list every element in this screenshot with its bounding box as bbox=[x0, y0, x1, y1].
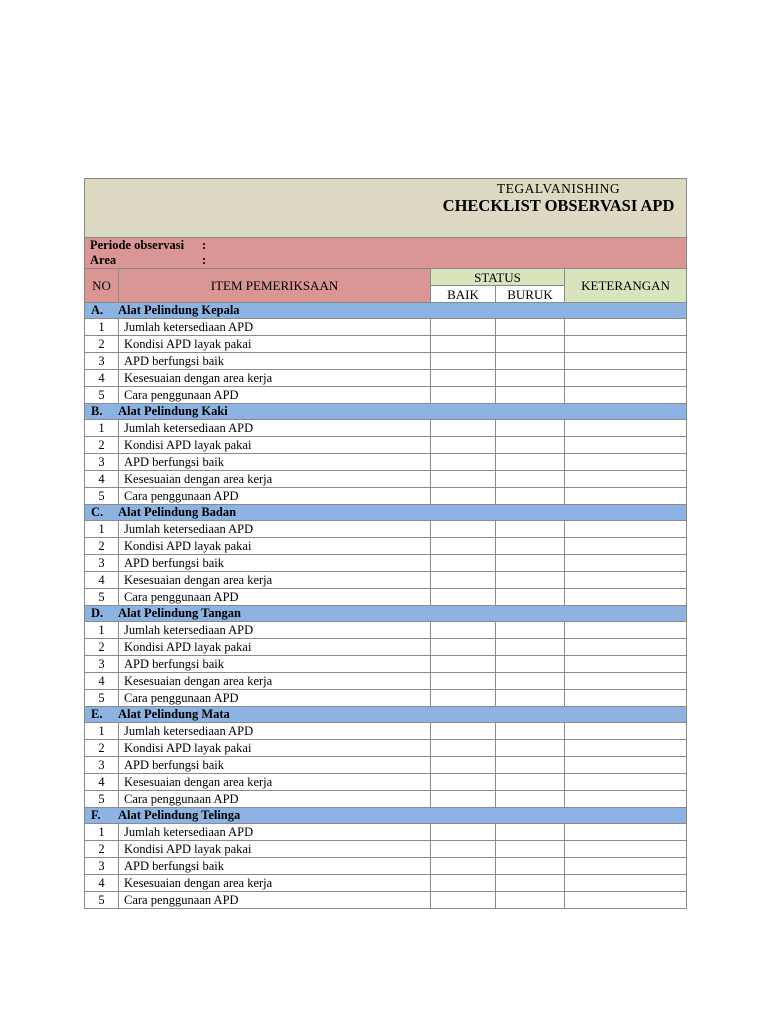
status-buruk-cell[interactable] bbox=[496, 555, 565, 572]
status-buruk-cell[interactable] bbox=[496, 656, 565, 673]
item-number: 4 bbox=[85, 471, 119, 488]
item-description: APD berfungsi baik bbox=[119, 757, 431, 774]
item-description: Kesesuaian dengan area kerja bbox=[119, 572, 431, 589]
item-description: Kondisi APD layak pakai bbox=[119, 538, 431, 555]
status-buruk-cell[interactable] bbox=[496, 757, 565, 774]
item-number: 5 bbox=[85, 387, 119, 404]
periode-colon: : bbox=[202, 238, 207, 252]
table-row bbox=[85, 791, 687, 808]
item-number: 2 bbox=[85, 336, 119, 353]
section-heading bbox=[85, 404, 687, 420]
item-number: 4 bbox=[85, 673, 119, 690]
keterangan-cell[interactable] bbox=[565, 572, 687, 589]
status-buruk-cell[interactable] bbox=[496, 488, 565, 505]
status-baik-cell[interactable] bbox=[431, 622, 496, 639]
status-baik-cell[interactable] bbox=[431, 572, 496, 589]
status-baik-cell[interactable] bbox=[431, 639, 496, 656]
item-description: Cara penggunaan APD bbox=[119, 488, 431, 505]
section-heading bbox=[85, 808, 687, 824]
section-heading bbox=[85, 606, 687, 622]
item-number: 4 bbox=[85, 370, 119, 387]
keterangan-cell[interactable] bbox=[565, 774, 687, 791]
status-buruk-cell[interactable] bbox=[496, 875, 565, 892]
col-item-header: ITEM PEMERIKSAAN bbox=[119, 269, 431, 303]
keterangan-cell[interactable] bbox=[565, 454, 687, 471]
status-buruk-cell[interactable] bbox=[496, 319, 565, 336]
checklist-sheet bbox=[84, 178, 686, 909]
section-row bbox=[85, 606, 687, 622]
status-baik-cell[interactable] bbox=[431, 875, 496, 892]
section-letter: E. bbox=[91, 707, 103, 721]
section-letter: B. bbox=[91, 404, 103, 418]
status-buruk-cell[interactable] bbox=[496, 370, 565, 387]
item-description: Jumlah ketersediaan APD bbox=[119, 521, 431, 538]
item-number: 2 bbox=[85, 740, 119, 757]
section-letter: C. bbox=[91, 505, 104, 519]
keterangan-cell[interactable] bbox=[565, 690, 687, 707]
section-title: Alat Pelindung Tangan bbox=[118, 606, 241, 620]
item-description: Kesesuaian dengan area kerja bbox=[119, 370, 431, 387]
status-baik-cell[interactable] bbox=[431, 538, 496, 555]
item-number: 5 bbox=[85, 589, 119, 606]
item-number: 5 bbox=[85, 488, 119, 505]
status-baik-cell[interactable] bbox=[431, 690, 496, 707]
status-baik-cell[interactable] bbox=[431, 791, 496, 808]
status-buruk-cell[interactable] bbox=[496, 437, 565, 454]
item-number: 4 bbox=[85, 572, 119, 589]
status-baik-cell[interactable] bbox=[431, 370, 496, 387]
item-number: 5 bbox=[85, 690, 119, 707]
table-row bbox=[85, 437, 687, 454]
keterangan-cell[interactable] bbox=[565, 791, 687, 808]
item-number: 3 bbox=[85, 757, 119, 774]
item-description: Cara penggunaan APD bbox=[119, 387, 431, 404]
section-title: Alat Pelindung Kaki bbox=[118, 404, 228, 418]
section-heading bbox=[85, 707, 687, 723]
item-description: APD berfungsi baik bbox=[119, 656, 431, 673]
keterangan-cell[interactable] bbox=[565, 656, 687, 673]
checklist-body bbox=[85, 179, 687, 909]
status-baik-cell[interactable] bbox=[431, 589, 496, 606]
status-buruk-cell[interactable] bbox=[496, 639, 565, 656]
item-description: APD berfungsi baik bbox=[119, 454, 431, 471]
column-header-row-1 bbox=[85, 269, 687, 286]
item-number: 1 bbox=[85, 420, 119, 437]
table-row bbox=[85, 690, 687, 707]
item-number: 1 bbox=[85, 824, 119, 841]
keterangan-cell[interactable] bbox=[565, 757, 687, 774]
periode-label: Periode observasi bbox=[90, 238, 185, 252]
section-row bbox=[85, 303, 687, 319]
item-description: Jumlah ketersediaan APD bbox=[119, 824, 431, 841]
item-number: 2 bbox=[85, 437, 119, 454]
item-description: APD berfungsi baik bbox=[119, 555, 431, 572]
keterangan-cell[interactable] bbox=[565, 336, 687, 353]
table-row bbox=[85, 319, 687, 336]
periode-line bbox=[85, 238, 686, 253]
status-buruk-cell[interactable] bbox=[496, 572, 565, 589]
item-number: 5 bbox=[85, 791, 119, 808]
keterangan-cell[interactable] bbox=[565, 723, 687, 740]
status-baik-cell[interactable] bbox=[431, 757, 496, 774]
area-colon: : bbox=[202, 253, 207, 267]
keterangan-cell[interactable] bbox=[565, 521, 687, 538]
status-buruk-cell[interactable] bbox=[496, 774, 565, 791]
status-buruk-cell[interactable] bbox=[496, 471, 565, 488]
status-baik-cell[interactable] bbox=[431, 656, 496, 673]
item-number: 2 bbox=[85, 538, 119, 555]
item-description: APD berfungsi baik bbox=[119, 353, 431, 370]
section-row bbox=[85, 404, 687, 420]
keterangan-cell[interactable] bbox=[565, 370, 687, 387]
section-title: Alat Pelindung Telinga bbox=[118, 808, 241, 822]
section-row bbox=[85, 505, 687, 521]
status-baik-cell[interactable] bbox=[431, 774, 496, 791]
status-buruk-cell[interactable] bbox=[496, 892, 565, 909]
status-buruk-cell[interactable] bbox=[496, 740, 565, 757]
item-number: 2 bbox=[85, 639, 119, 656]
table-row bbox=[85, 673, 687, 690]
item-number: 5 bbox=[85, 892, 119, 909]
status-baik-cell[interactable] bbox=[431, 387, 496, 404]
document-title: CHECKLIST OBSERVASI APD bbox=[442, 196, 675, 215]
status-baik-cell[interactable] bbox=[431, 673, 496, 690]
status-baik-cell[interactable] bbox=[431, 471, 496, 488]
item-description: Kesesuaian dengan area kerja bbox=[119, 673, 431, 690]
col-status-header: STATUS bbox=[431, 269, 565, 286]
table-row bbox=[85, 740, 687, 757]
status-buruk-cell[interactable] bbox=[496, 791, 565, 808]
item-number: 3 bbox=[85, 656, 119, 673]
table-row bbox=[85, 757, 687, 774]
section-title: Alat Pelindung Badan bbox=[118, 505, 237, 519]
item-number: 2 bbox=[85, 841, 119, 858]
table-row bbox=[85, 336, 687, 353]
item-description: Kesesuaian dengan area kerja bbox=[119, 471, 431, 488]
table-row bbox=[85, 589, 687, 606]
header-row bbox=[85, 179, 687, 238]
table-row bbox=[85, 387, 687, 404]
status-baik-cell[interactable] bbox=[431, 319, 496, 336]
section-title: Alat Pelindung Kepala bbox=[118, 303, 240, 317]
status-buruk-cell[interactable] bbox=[496, 336, 565, 353]
meta-row bbox=[85, 238, 687, 269]
col-buruk-header: BURUK bbox=[496, 286, 565, 303]
area-label: Area bbox=[90, 253, 117, 267]
item-number: 3 bbox=[85, 454, 119, 471]
item-description: Jumlah ketersediaan APD bbox=[119, 723, 431, 740]
status-baik-cell[interactable] bbox=[431, 437, 496, 454]
section-letter: D. bbox=[91, 606, 104, 620]
keterangan-cell[interactable] bbox=[565, 387, 687, 404]
table-row bbox=[85, 824, 687, 841]
col-baik-header: BAIK bbox=[431, 286, 496, 303]
status-buruk-cell[interactable] bbox=[496, 387, 565, 404]
status-baik-cell[interactable] bbox=[431, 521, 496, 538]
item-number: 1 bbox=[85, 319, 119, 336]
item-description: Kesesuaian dengan area kerja bbox=[119, 875, 431, 892]
status-baik-cell[interactable] bbox=[431, 353, 496, 370]
item-description: Kondisi APD layak pakai bbox=[119, 841, 431, 858]
status-buruk-cell[interactable] bbox=[496, 622, 565, 639]
item-description: Kesesuaian dengan area kerja bbox=[119, 774, 431, 791]
keterangan-cell[interactable] bbox=[565, 437, 687, 454]
table-row bbox=[85, 875, 687, 892]
keterangan-cell[interactable] bbox=[565, 319, 687, 336]
table-row bbox=[85, 723, 687, 740]
keterangan-cell[interactable] bbox=[565, 673, 687, 690]
status-baik-cell[interactable] bbox=[431, 420, 496, 437]
item-number: 4 bbox=[85, 875, 119, 892]
status-buruk-cell[interactable] bbox=[496, 723, 565, 740]
item-number: 3 bbox=[85, 858, 119, 875]
item-description: Kondisi APD layak pakai bbox=[119, 336, 431, 353]
col-keterangan-header: KETERANGAN bbox=[565, 269, 687, 303]
table-row bbox=[85, 454, 687, 471]
status-baik-cell[interactable] bbox=[431, 555, 496, 572]
status-baik-cell[interactable] bbox=[431, 454, 496, 471]
status-baik-cell[interactable] bbox=[431, 488, 496, 505]
keterangan-cell[interactable] bbox=[565, 858, 687, 875]
keterangan-cell[interactable] bbox=[565, 841, 687, 858]
table-row bbox=[85, 774, 687, 791]
table-row bbox=[85, 858, 687, 875]
item-description: Cara penggunaan APD bbox=[119, 791, 431, 808]
status-buruk-cell[interactable] bbox=[496, 538, 565, 555]
status-buruk-cell[interactable] bbox=[496, 841, 565, 858]
table-row bbox=[85, 370, 687, 387]
status-baik-cell[interactable] bbox=[431, 841, 496, 858]
status-buruk-cell[interactable] bbox=[496, 589, 565, 606]
status-buruk-cell[interactable] bbox=[496, 858, 565, 875]
status-baik-cell[interactable] bbox=[431, 892, 496, 909]
header-cell bbox=[85, 179, 687, 238]
section-title: Alat Pelindung Mata bbox=[118, 707, 230, 721]
item-description: Jumlah ketersediaan APD bbox=[119, 420, 431, 437]
section-heading bbox=[85, 505, 687, 521]
table-row bbox=[85, 488, 687, 505]
meta-cell bbox=[85, 238, 687, 269]
item-number: 3 bbox=[85, 353, 119, 370]
company-name: TEGALVANISHING bbox=[496, 181, 621, 196]
item-description: Kondisi APD layak pakai bbox=[119, 740, 431, 757]
col-no-header: NO bbox=[85, 269, 119, 303]
table-row bbox=[85, 892, 687, 909]
status-baik-cell[interactable] bbox=[431, 858, 496, 875]
status-buruk-cell[interactable] bbox=[496, 673, 565, 690]
status-buruk-cell[interactable] bbox=[496, 353, 565, 370]
status-buruk-cell[interactable] bbox=[496, 690, 565, 707]
item-description: Jumlah ketersediaan APD bbox=[119, 319, 431, 336]
keterangan-cell[interactable] bbox=[565, 353, 687, 370]
item-description: Cara penggunaan APD bbox=[119, 892, 431, 909]
keterangan-cell[interactable] bbox=[565, 420, 687, 437]
status-buruk-cell[interactable] bbox=[496, 454, 565, 471]
table-row bbox=[85, 521, 687, 538]
section-letter: A. bbox=[91, 303, 104, 317]
item-description: Kondisi APD layak pakai bbox=[119, 437, 431, 454]
item-description: Kondisi APD layak pakai bbox=[119, 639, 431, 656]
status-baik-cell[interactable] bbox=[431, 336, 496, 353]
keterangan-cell[interactable] bbox=[565, 824, 687, 841]
table-row bbox=[85, 555, 687, 572]
item-number: 1 bbox=[85, 622, 119, 639]
status-baik-cell[interactable] bbox=[431, 740, 496, 757]
status-buruk-cell[interactable] bbox=[496, 521, 565, 538]
item-description: Cara penggunaan APD bbox=[119, 690, 431, 707]
table-row bbox=[85, 420, 687, 437]
item-number: 1 bbox=[85, 521, 119, 538]
keterangan-cell[interactable] bbox=[565, 538, 687, 555]
keterangan-cell[interactable] bbox=[565, 589, 687, 606]
status-buruk-cell[interactable] bbox=[496, 824, 565, 841]
checklist-table bbox=[84, 178, 687, 909]
section-letter: F. bbox=[91, 808, 101, 822]
section-heading bbox=[85, 303, 687, 319]
area-line bbox=[85, 253, 686, 268]
status-baik-cell[interactable] bbox=[431, 824, 496, 841]
item-description: Cara penggunaan APD bbox=[119, 589, 431, 606]
section-row bbox=[85, 808, 687, 824]
status-buruk-cell[interactable] bbox=[496, 420, 565, 437]
table-row bbox=[85, 572, 687, 589]
table-row bbox=[85, 639, 687, 656]
table-row bbox=[85, 471, 687, 488]
item-number: 1 bbox=[85, 723, 119, 740]
keterangan-cell[interactable] bbox=[565, 875, 687, 892]
keterangan-cell[interactable] bbox=[565, 622, 687, 639]
table-row bbox=[85, 622, 687, 639]
status-baik-cell[interactable] bbox=[431, 723, 496, 740]
table-row bbox=[85, 353, 687, 370]
table-row bbox=[85, 656, 687, 673]
keterangan-cell[interactable] bbox=[565, 488, 687, 505]
item-description: Jumlah ketersediaan APD bbox=[119, 622, 431, 639]
keterangan-cell[interactable] bbox=[565, 555, 687, 572]
section-row bbox=[85, 707, 687, 723]
table-row bbox=[85, 841, 687, 858]
keterangan-cell[interactable] bbox=[565, 740, 687, 757]
table-row bbox=[85, 538, 687, 555]
keterangan-cell[interactable] bbox=[565, 639, 687, 656]
item-number: 4 bbox=[85, 774, 119, 791]
keterangan-cell[interactable] bbox=[565, 892, 687, 909]
item-number: 3 bbox=[85, 555, 119, 572]
item-description: APD berfungsi baik bbox=[119, 858, 431, 875]
keterangan-cell[interactable] bbox=[565, 471, 687, 488]
